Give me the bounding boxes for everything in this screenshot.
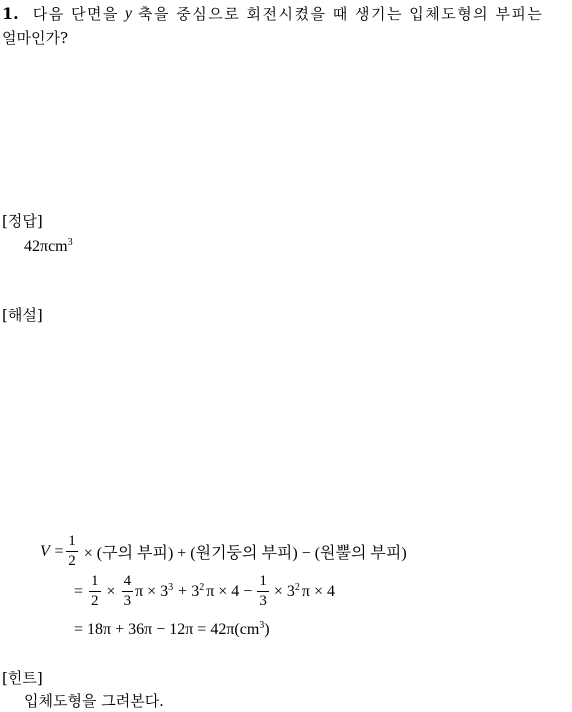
- fraction-denominator: 3: [259, 593, 267, 609]
- answer-label: [정답]: [2, 212, 43, 230]
- question-line-1: [2, 4, 543, 23]
- answer-exponent: 3: [67, 237, 73, 248]
- fraction-numerator: 1: [66, 534, 78, 552]
- question-text-line-2: 얼마인가?: [2, 29, 69, 47]
- term-text: π × 4: [301, 582, 335, 600]
- times-sign: ×: [106, 582, 116, 600]
- term-text: × 3: [273, 582, 295, 600]
- volume-symbol: V =: [40, 542, 65, 560]
- exponent: 2: [199, 581, 205, 593]
- axis-variable: y: [124, 4, 133, 22]
- formula-line-2: [74, 574, 335, 609]
- close-paren: ): [264, 621, 270, 638]
- term-text: + 3: [178, 582, 200, 600]
- hint-text: 입체도형을 그려본다.: [24, 692, 164, 710]
- question-text-part-2: 축을 중심으로 회전시켰을 때 생기는 입체도형의 부피는: [138, 4, 544, 23]
- exponent: 2: [294, 581, 300, 593]
- result-text: = 18π + 36π − 12π = 42π(cm: [74, 621, 260, 638]
- exponent: 3: [168, 581, 174, 593]
- question-number: 1.: [2, 4, 19, 23]
- question-text-part-1: 다음 단면을: [32, 4, 119, 23]
- fraction-2: [122, 574, 134, 609]
- fraction-3: [257, 574, 269, 609]
- fraction-numerator: 1: [89, 574, 101, 592]
- answer-number: 42π: [24, 238, 49, 255]
- explanation-label: [해설]: [2, 306, 43, 324]
- term-cylinder: [178, 583, 204, 601]
- term-cone: [274, 583, 300, 601]
- answer-value: [24, 238, 73, 256]
- term-text: π × 3: [135, 582, 169, 600]
- term-sphere: [135, 583, 173, 601]
- formula-line-1: [40, 534, 407, 569]
- fraction-numerator: 4: [122, 574, 134, 592]
- exponent: 3: [259, 620, 265, 631]
- term-text: π × 4 −: [206, 582, 253, 600]
- fraction-denominator: 3: [123, 593, 132, 609]
- fraction-denominator: 2: [68, 553, 76, 569]
- equals-sign: =: [74, 582, 84, 600]
- hint-label: [힌트]: [2, 669, 43, 687]
- fraction-1: [89, 574, 101, 609]
- fraction-half: [66, 534, 78, 569]
- fraction-denominator: 2: [91, 593, 99, 609]
- answer-unit: cm: [48, 238, 68, 255]
- formula-line-3: [74, 621, 270, 639]
- fraction-numerator: 1: [257, 574, 269, 592]
- formula-line-1-rest: × (구의 부피) + (원기둥의 부피) − (원뿔의 부피): [83, 545, 407, 562]
